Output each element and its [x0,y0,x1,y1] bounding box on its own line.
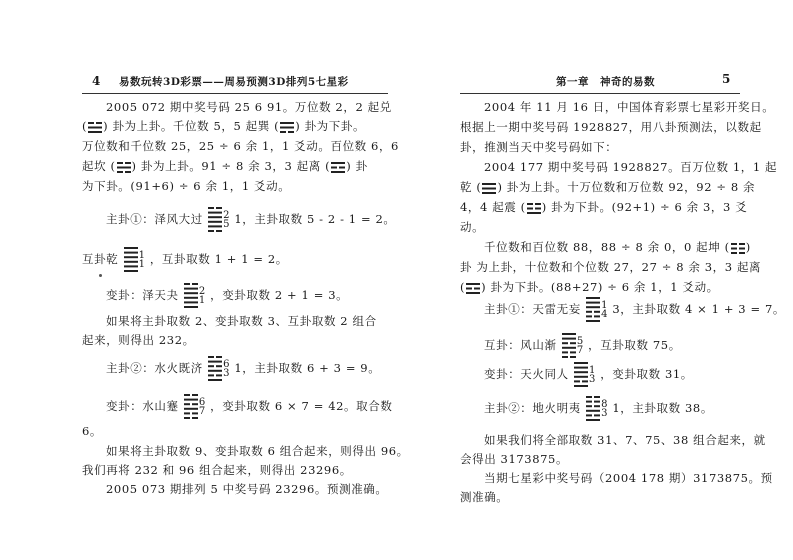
jian2-hexagram-icon [562,333,576,359]
jian-bottom-num: 7 [198,406,206,417]
right-mutual-hex [484,333,681,359]
qian-numbers [139,251,146,269]
guai-label: 变卦：泽天夬 [106,288,179,302]
left-changed-hex-2 [106,394,392,420]
guai-numbers [199,287,206,305]
left-line-4c-text: 卦 [355,159,368,173]
jian2-label: 互卦：风山渐 [484,338,557,352]
left-line-6: 6。 [82,424,103,438]
right-line-8: 千位数和百位数 88，88 ÷ 8 余 0，0 起坤 ( ) [484,240,751,254]
guai-top-num: 2 [198,286,206,297]
right-page-number: 5 [722,72,731,86]
wuwang-hexagram-icon [586,297,600,323]
right-line-9b-text: 为上卦，十位数和个位数 27，27 ÷ 8 余 3，3 起离 [476,260,762,274]
left-line-4: 起坎 ( ) 卦为上卦。91 ÷ 8 余 3，3 起离 ( ) 卦 [82,159,368,173]
wuwang-label: 主卦①：天雷无妄 [484,302,581,316]
right-line-combine-1: 如果我们将全部取数 31、7、75、38 组合起来，就 [484,433,766,447]
tongren-label: 变卦：天火同人 [484,367,569,381]
xun-trigram-icon [280,122,294,133]
left-line-2-text: 卦为上卦。千位数 5，5 起巽 [112,119,270,133]
right-line-combine-2: 会得出 3173875。 [460,452,569,466]
right-main-hex-1 [484,297,785,323]
jian-numbers [199,398,206,416]
left-line-4a-text: 起坎 [82,159,107,173]
jian2-bottom-num: 7 [576,345,584,356]
mingyi-top-num: 8 [601,399,609,410]
right-line-6b-text: 卦为下卦。(92+1) ÷ 6 余 3，3 爻 [551,200,748,214]
qian-calc: ，互卦取数 1 + 1 = 2。 [149,252,288,266]
li-trigram-right-icon [466,283,480,294]
li-trigram-icon [331,162,345,173]
right-line-9 [460,259,761,275]
tongren-calc: ，变卦取数 31。 [600,367,693,381]
left-line-1: 2005 072 期中奖号码 25 6 91。万位数 2，2 起兑 [106,100,392,114]
right-changed-hex [484,362,693,388]
right-line-2: 根据上一期中奖号码 1928827，用八卦预测法，以数起 [460,120,762,134]
right-line-5b-text: 卦为上卦。十万位数和万位数 92，92 ÷ 8 余 [506,180,756,194]
jian-hexagram-icon [184,394,198,420]
qian-top-num: 1 [138,250,146,261]
right-line-3: 卦，推测当天中奖号码如下： [460,140,618,154]
jiji-calc: 1，主卦取数 6 + 3 = 9。 [234,361,381,375]
wuwang-calc: 3，主卦取数 4 × 1 + 3 = 7。 [612,302,785,316]
daguo-bottom-num: 5 [223,219,231,230]
left-main-hex-2 [106,356,380,382]
right-line-10: ( ) 卦为下卦。(88+27) ÷ 6 余 1，1 爻动。 [460,280,719,294]
right-line-9a-text: 卦 [460,260,473,274]
mingyi-calc: 1，主卦取数 38。 [612,401,713,415]
right-main-hex-2 [484,396,713,422]
jiji-numbers [223,360,230,378]
left-header [92,74,349,89]
jiji-hexagram-icon [208,356,222,382]
dui-trigram-icon [88,122,102,133]
zhen-trigram-icon [527,203,541,214]
right-line-8a-text: 千位数和百位数 88，88 ÷ 8 余 0，0 起坤 [484,240,721,254]
kun-trigram-icon [731,243,745,254]
left-main-hex-1 [106,207,396,233]
right-line-result-2: 测准确。 [460,490,509,504]
wuwang-top-num: 1 [601,300,609,311]
jian2-numbers [577,337,584,355]
left-line-5: 为下卦。(91+6) ÷ 6 余 1，1 爻动。 [82,179,291,193]
right-line-4: 2004 177 期中奖号码 1928827。百万位数 1，1 起 [484,160,778,174]
left-line-combine-3: 如果将主卦取数 9、变卦取数 6 组合起来，则得出 96。 [106,444,409,458]
jiji-bottom-num: 3 [223,368,231,379]
daguo-calc: 1，主卦取数 5 - 2 - 1 = 2。 [234,212,396,226]
right-line-6a-text: 4，4 起震 [460,200,517,214]
left-line-combine-1: 如果将主卦取数 2、变卦取数 3、互卦取数 2 组合 [106,314,377,328]
tongren-hexagram-icon [574,362,588,388]
left-line-result: 2005 073 期排列 5 中奖号码 23296。预测准确。 [106,482,388,496]
left-line-4b-text: 卦为上卦。91 ÷ 8 余 3，3 起离 [140,159,321,173]
right-page [396,0,793,560]
jiji-label: 主卦②：水火既济 [106,361,203,375]
right-line-6: 4，4 起震 ( ) 卦为下卦。(92+1) ÷ 6 余 3，3 爻 [460,200,748,214]
tongren-top-num: 1 [588,365,596,376]
right-header-rule [460,93,740,94]
mingyi-numbers [601,400,608,418]
guai-hexagram-icon [184,283,198,309]
left-line-2: ( ) 卦为上卦。千位数 5，5 起巽 ( ) 卦为下卦。 [82,119,366,133]
jiji-top-num: 6 [223,359,231,370]
right-header [556,74,655,89]
right-chapter-title: 第一章 神奇的易数 [556,76,655,88]
qian-hexagram-icon [124,247,138,273]
left-line-combine-2: 起来，则得出 232。 [82,333,195,347]
tongren-numbers [589,366,596,384]
jian2-top-num: 5 [576,336,584,347]
left-header-rule [82,93,388,94]
mingyi-hexagram-icon [586,396,600,422]
kan-trigram-icon [117,162,131,173]
right-line-10-text: 卦为下卦。(88+27) ÷ 6 余 1，1 爻动。 [490,280,719,294]
scan-speck [99,274,102,277]
qian-bottom-num: 1 [138,259,146,270]
wuwang-bottom-num: 4 [601,309,609,320]
jian-label: 变卦：水山蹇 [106,399,179,413]
jian-top-num: 6 [198,397,206,408]
daguo-numbers [223,211,230,229]
right-line-result-1: 当期七星彩中奖号码（2004 178 期）3173875。预 [484,471,773,485]
left-mutual-hex [82,247,288,273]
left-changed-hex-1 [106,283,348,309]
right-line-5: 乾 ( ) 卦为上卦。十万位数和万位数 92，92 ÷ 8 余 [460,180,756,194]
wuwang-numbers [601,301,608,319]
daguo-label: 主卦①：泽风大过 [106,212,203,226]
qian-trigram-icon [482,183,496,194]
daguo-hexagram-icon [208,207,222,233]
guai-calc: ，变卦取数 2 + 1 = 3。 [210,288,349,302]
daguo-top-num: 2 [223,210,231,221]
guai-bottom-num: 1 [198,295,206,306]
right-line-5a-text: 乾 [460,180,473,194]
left-running-title: 易数玩转3D彩票——周易预测3D排列5七星彩 [119,76,349,88]
right-line-1: 2004 年 11 月 16 日，中国体育彩票七星彩开奖日。 [484,100,775,114]
jian2-calc: ，互卦取数 75。 [588,338,681,352]
mingyi-bottom-num: 3 [601,408,609,419]
left-line-2b-text: 卦为下卦。 [304,119,366,133]
qian-label: 互卦乾 [82,252,119,266]
left-line-combine-4: 我们再将 232 和 96 组合起来，则得出 23296。 [82,463,352,477]
tongren-bottom-num: 3 [588,374,596,385]
mingyi-label: 主卦②：地火明夷 [484,401,581,415]
left-line-3: 万位数和千位数 25，25 ÷ 6 余 1，1 爻动。百位数 6，6 [82,139,399,153]
left-page-number: 4 [92,74,101,88]
jian-calc: ，变卦取数 6 × 7 = 42。取合数 [210,399,393,413]
right-line-7: 动。 [460,220,485,234]
